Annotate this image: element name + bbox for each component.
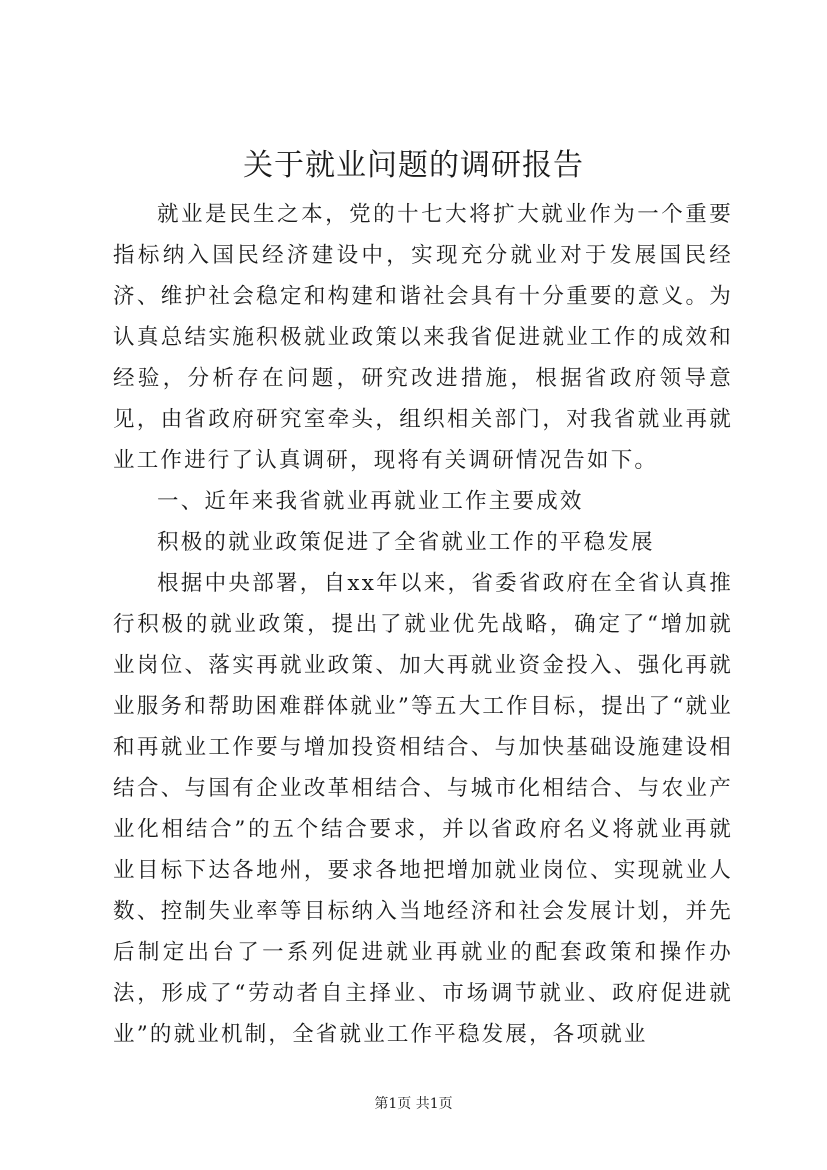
section-heading: 一、近年来我省就业再就业工作主要成效 xyxy=(157,489,584,514)
document-body xyxy=(113,194,733,1055)
intro-paragraph: 就业是民生之本，党的十七大将扩大就业作为一个重要指标纳入国民经济建设中，实现充分就业对于发展国民经济、维护社会稳定和构建和谐社会具有十分重要的意义。为认真总结实施积极就业政策以来我省促进就业工作的成效和经验，分析存在问题，研究改进措施，根据省政府领导意见，由省政府研究室牵头，组织相关部门，对我省就业再就业工作进行了认真调研，现将有关调研情况告如下。 xyxy=(113,202,733,473)
page-footer: 第1页 共1页 xyxy=(374,1096,453,1112)
body-paragraph: 根据中央部署，自xx年以来，省委省政府在全省认真推行积极的就业政策，提出了就业优先战略，确定了“增加就业岗位、落实再就业政策、加大再就业资金投入、强化再就业服务和帮助困难群体就业”等五大工作目标，提出了“就业和再就业工作要与增加投资相结合、与加快基础设施建设相结合、与国有企业改革相结合、与城市化相结合、与农业产业化相结合”的五个结合要求，并以省政府名义将就业再就业目标下达各地州，要求各地把增加就业岗位、实现就业人数、控制失业率等目标纳入当地经济和社会发展计划，并先后制定出台了一系列促进就业再就业的配套政策和操作办法，形成了“劳动者自主择业、市场调节就业、政府促进就业”的就业机制，全省就业工作平稳发展，各项就业 xyxy=(113,571,733,1047)
document-title: 关于就业问题的调研报告 xyxy=(243,148,584,183)
subsection-heading: 积极的就业政策促进了全省就业工作的平稳发展 xyxy=(157,530,655,555)
